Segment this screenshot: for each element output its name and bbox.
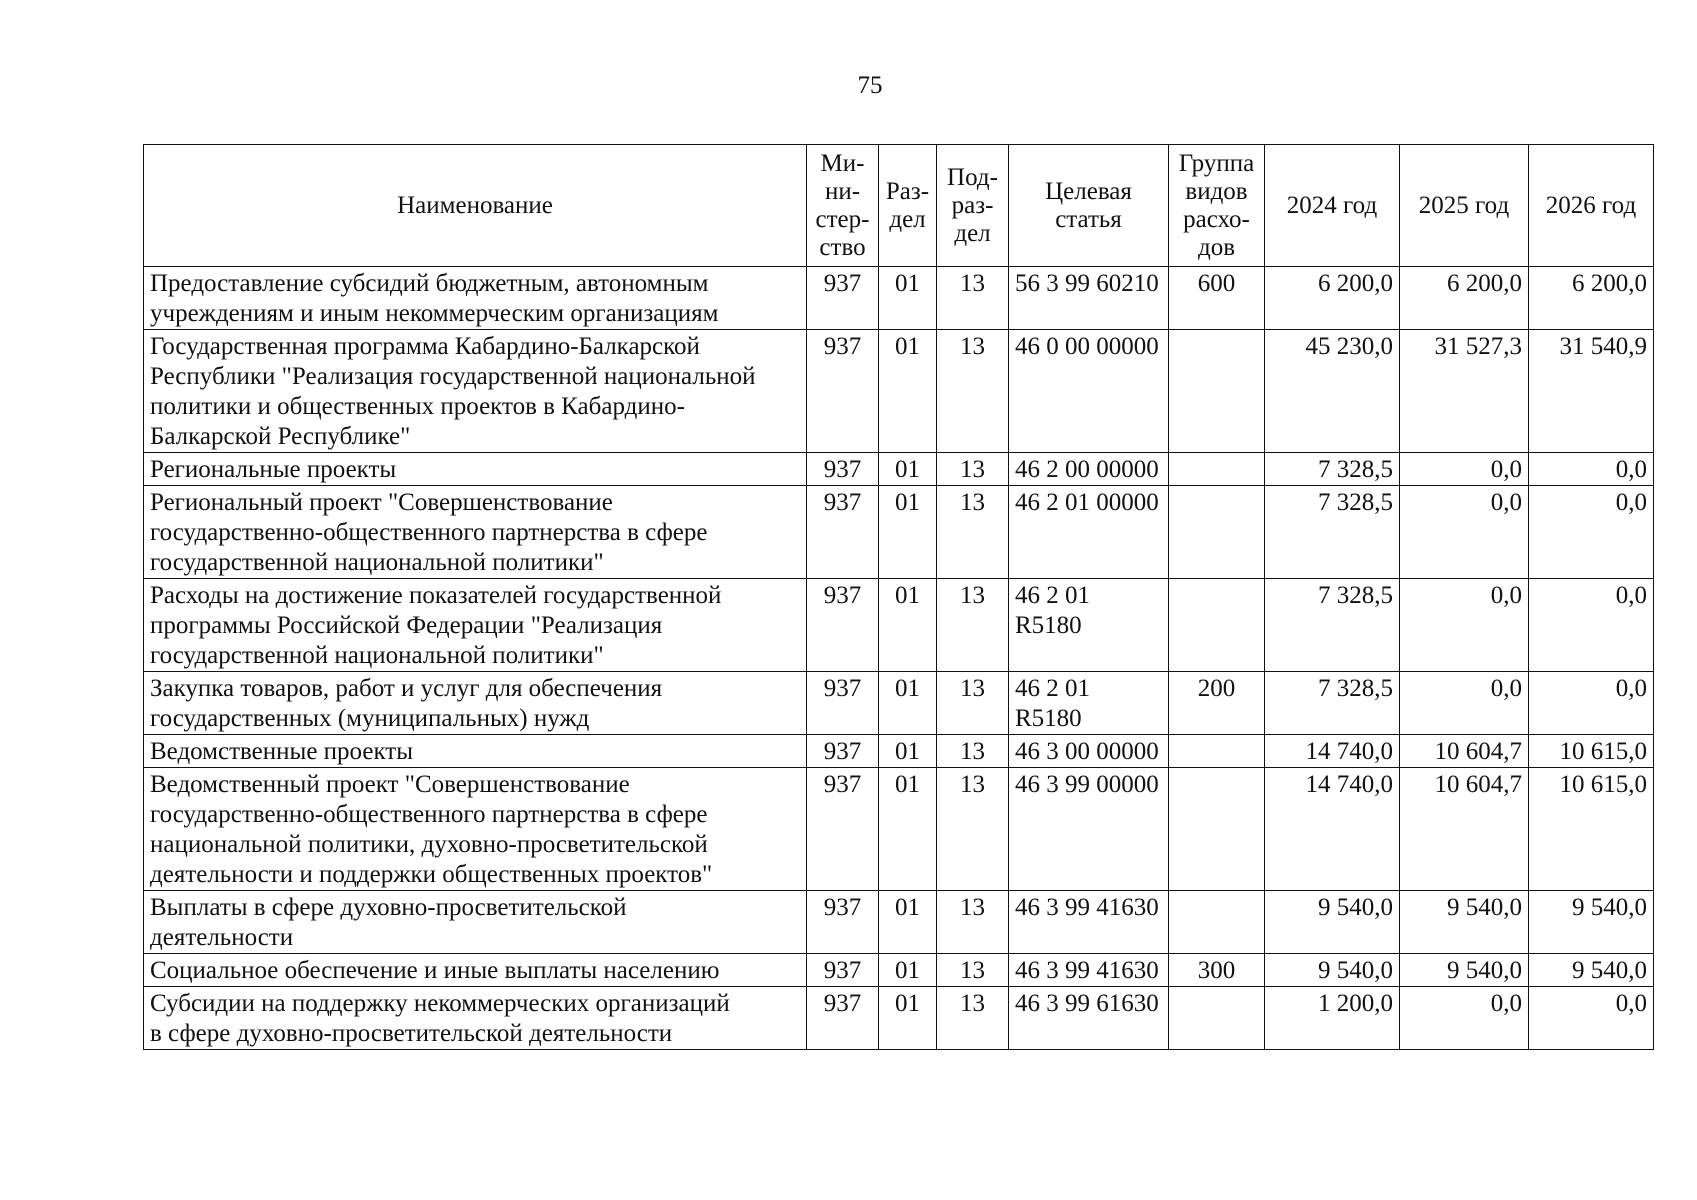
row-ministry: 937 (807, 768, 879, 891)
row-name-line: Региональные проекты (150, 456, 397, 483)
row-subsection: 13 (937, 987, 1009, 1050)
row-name-line: политики и общественных проектов в Кабардино- (150, 393, 685, 420)
row-name (144, 735, 807, 768)
row-name-line: Региональный проект "Совершенствование (150, 489, 613, 516)
table-row (144, 330, 1654, 453)
row-section: 01 (879, 267, 937, 330)
table-row (144, 453, 1654, 486)
row-name (144, 672, 807, 735)
header-ministry: Ми- ни- стер- ство (807, 145, 879, 267)
row-amount-2024: 14 740,0 (1265, 768, 1400, 891)
row-name-line: государственно-общественного партнерства в сфере (150, 519, 708, 546)
row-amount-2025: 9 540,0 (1400, 954, 1529, 987)
row-amount-2025: 0,0 (1400, 486, 1529, 579)
row-name (144, 954, 807, 987)
table-row (144, 672, 1654, 735)
row-name-line: программы Российской Федерации "Реализация (150, 612, 663, 639)
row-name-line: деятельности (150, 924, 294, 951)
table-row (144, 735, 1654, 768)
table-row (144, 954, 1654, 987)
row-section: 01 (879, 486, 937, 579)
row-expense-group (1169, 735, 1265, 768)
header-target-item: Целевая статья (1009, 145, 1169, 267)
row-section: 01 (879, 579, 937, 672)
row-section: 01 (879, 987, 937, 1050)
header-expense-group: Группа видов расхо- дов (1169, 145, 1265, 267)
row-expense-group: 600 (1169, 267, 1265, 330)
row-amount-2026: 0,0 (1529, 486, 1654, 579)
header-year-2024: 2024 год (1265, 145, 1400, 267)
row-name (144, 579, 807, 672)
row-expense-group (1169, 768, 1265, 891)
row-target-item: 46 3 00 00000 (1009, 735, 1169, 768)
row-target-item: 46 2 01 00000 (1009, 486, 1169, 579)
row-name-line: учреждениям и иным некоммерческим организациям (150, 300, 719, 327)
row-expense-group: 300 (1169, 954, 1265, 987)
row-amount-2024: 1 200,0 (1265, 987, 1400, 1050)
row-name (144, 486, 807, 579)
row-subsection: 13 (937, 267, 1009, 330)
row-name-line: в сфере духовно-просветительской деятельности (150, 1020, 673, 1047)
row-amount-2024: 45 230,0 (1265, 330, 1400, 453)
row-name-line: государственных (муниципальных) нужд (150, 705, 590, 732)
row-ministry: 937 (807, 891, 879, 954)
row-amount-2024: 9 540,0 (1265, 954, 1400, 987)
row-amount-2024: 7 328,5 (1265, 453, 1400, 486)
page-number: 75 (857, 72, 883, 99)
row-amount-2026: 31 540,9 (1529, 330, 1654, 453)
header-subsection: Под- раз- дел (937, 145, 1009, 267)
row-section: 01 (879, 768, 937, 891)
row-expense-group: 200 (1169, 672, 1265, 735)
row-name-line: Предоставление субсидий бюджетным, автономным (150, 270, 709, 297)
row-name-line: государственно-общественного партнерства в сфере (150, 801, 708, 828)
row-ministry: 937 (807, 453, 879, 486)
header-year-2025: 2025 год (1400, 145, 1529, 267)
row-section: 01 (879, 954, 937, 987)
row-ministry: 937 (807, 579, 879, 672)
row-name-line: Социальное обеспечение и иные выплаты населению (150, 957, 720, 984)
row-expense-group (1169, 330, 1265, 453)
row-name-line: государственной национальной политики" (150, 549, 604, 576)
row-name-line: Выплаты в сфере духовно-просветительской (150, 894, 627, 921)
row-name-line: Закупка товаров, работ и услуг для обеспечения (150, 675, 663, 702)
row-target-item: 46 2 01 R5180 (1009, 672, 1169, 735)
row-ministry: 937 (807, 267, 879, 330)
row-name-line: Балкарской Республике" (150, 423, 411, 450)
row-amount-2024: 7 328,5 (1265, 579, 1400, 672)
row-name-line: Государственная программа Кабардино-Балкарской (150, 333, 700, 360)
row-amount-2024: 14 740,0 (1265, 735, 1400, 768)
row-subsection: 13 (937, 954, 1009, 987)
table-row (144, 486, 1654, 579)
row-target-item: 46 2 01 R5180 (1009, 579, 1169, 672)
row-section: 01 (879, 735, 937, 768)
row-section: 01 (879, 672, 937, 735)
table-row (144, 768, 1654, 891)
row-expense-group (1169, 486, 1265, 579)
row-name (144, 987, 807, 1050)
row-amount-2026: 6 200,0 (1529, 267, 1654, 330)
row-target-item: 46 2 00 00000 (1009, 453, 1169, 486)
row-amount-2026: 9 540,0 (1529, 954, 1654, 987)
row-subsection: 13 (937, 672, 1009, 735)
row-amount-2026: 10 615,0 (1529, 768, 1654, 891)
budget-table (143, 144, 1654, 1050)
row-subsection: 13 (937, 330, 1009, 453)
row-name (144, 267, 807, 330)
header-section: Раз- дел (879, 145, 937, 267)
row-amount-2025: 10 604,7 (1400, 768, 1529, 891)
row-subsection: 13 (937, 579, 1009, 672)
row-name-line: национальной политики, духовно-просветительской (150, 831, 708, 858)
row-section: 01 (879, 453, 937, 486)
row-amount-2026: 0,0 (1529, 453, 1654, 486)
row-amount-2026: 0,0 (1529, 579, 1654, 672)
row-amount-2025: 6 200,0 (1400, 267, 1529, 330)
row-name (144, 330, 807, 453)
row-target-item: 46 3 99 41630 (1009, 954, 1169, 987)
row-name-line: Субсидии на поддержку некоммерческих организаций (150, 990, 730, 1017)
row-amount-2025: 0,0 (1400, 579, 1529, 672)
row-amount-2025: 0,0 (1400, 453, 1529, 486)
row-amount-2026: 10 615,0 (1529, 735, 1654, 768)
row-amount-2025: 9 540,0 (1400, 891, 1529, 954)
row-target-item: 56 3 99 60210 (1009, 267, 1169, 330)
row-subsection: 13 (937, 768, 1009, 891)
row-section: 01 (879, 330, 937, 453)
row-expense-group (1169, 579, 1265, 672)
row-amount-2025: 10 604,7 (1400, 735, 1529, 768)
row-expense-group (1169, 987, 1265, 1050)
row-amount-2026: 9 540,0 (1529, 891, 1654, 954)
row-target-item: 46 3 99 41630 (1009, 891, 1169, 954)
row-ministry: 937 (807, 672, 879, 735)
row-name-line: деятельности и поддержки общественных проектов" (150, 861, 713, 888)
row-amount-2025: 0,0 (1400, 987, 1529, 1050)
row-target-item: 46 3 99 00000 (1009, 768, 1169, 891)
row-target-item: 46 3 99 61630 (1009, 987, 1169, 1050)
row-ministry: 937 (807, 330, 879, 453)
row-name (144, 453, 807, 486)
row-name-line: Ведомственный проект "Совершенствование (150, 771, 630, 798)
row-amount-2024: 9 540,0 (1265, 891, 1400, 954)
row-subsection: 13 (937, 486, 1009, 579)
row-amount-2024: 7 328,5 (1265, 672, 1400, 735)
row-subsection: 13 (937, 735, 1009, 768)
row-name-line: Расходы на достижение показателей государственной (150, 582, 722, 609)
header-year-2026: 2026 год (1529, 145, 1654, 267)
header-name: Наименование (144, 145, 807, 267)
table-row (144, 891, 1654, 954)
row-section: 01 (879, 891, 937, 954)
row-ministry: 937 (807, 735, 879, 768)
row-ministry: 937 (807, 987, 879, 1050)
row-amount-2025: 31 527,3 (1400, 330, 1529, 453)
table-row (144, 987, 1654, 1050)
row-amount-2026: 0,0 (1529, 672, 1654, 735)
row-ministry: 937 (807, 954, 879, 987)
row-name (144, 768, 807, 891)
row-amount-2024: 6 200,0 (1265, 267, 1400, 330)
row-name-line: Республики "Реализация государственной национальной (150, 363, 756, 390)
row-expense-group (1169, 891, 1265, 954)
row-ministry: 937 (807, 486, 879, 579)
row-expense-group (1169, 453, 1265, 486)
row-amount-2024: 7 328,5 (1265, 486, 1400, 579)
table-row (144, 579, 1654, 672)
row-subsection: 13 (937, 453, 1009, 486)
table-row (144, 267, 1654, 330)
row-name (144, 891, 807, 954)
row-name-line: государственной национальной политики" (150, 642, 604, 669)
row-amount-2025: 0,0 (1400, 672, 1529, 735)
table-header-row (144, 145, 1654, 267)
row-target-item: 46 0 00 00000 (1009, 330, 1169, 453)
row-name-line: Ведомственные проекты (150, 738, 414, 765)
row-amount-2026: 0,0 (1529, 987, 1654, 1050)
row-subsection: 13 (937, 891, 1009, 954)
table-body (144, 267, 1654, 1050)
